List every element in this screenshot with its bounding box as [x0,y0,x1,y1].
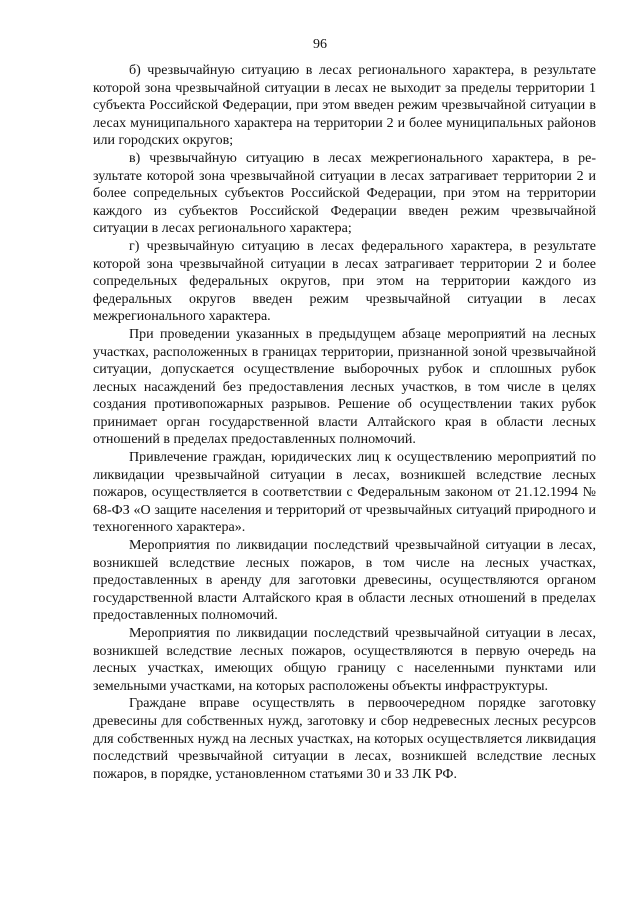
document-body [93,62,596,783]
paragraph-regional-emergency: б) чрезвычайную ситуацию в лесах регионального характера, в результате которой зона чрезвычайной ситуации в лесах не выходит за пределы территории 1 субъекта Российской Федерации, при этом введен режим чрезвычайной ситуации в лесах муниципального характера на территории 2 и более муниципальных районов или городских округов; [93,63,596,149]
paragraph-consequence-liquidation: Мероприятия по ликвидации последствий чрезвычайной ситуации в лесах, возникшей вследствие лесных пожаров, в том числе на лесных участках, предоставленных в аренду для заготовки древесины, осуществляются органом государственной власти Алтайского края в области лесных отношений в пределах предоставленных полномочий. [93,538,596,624]
paragraph-federal-emergency: г) чрезвычайную ситуацию в лесах федерального характера, в результате которой зона чрезвычайной ситуации в лесах затрагивает территории 2 и более сопредельных федеральных округов, при этом на территории каждого из федеральных округов введен режим чрезвычайной ситуации в лесах межрегионального характера. [93,238,596,325]
paragraph-priority-areas: Мероприятия по ликвидации последствий чрезвычайной ситуации в лесах, возникшей вследствие лесных пожаров, осуществляются в первую очередь на лесных участках, имеющих общую границу с населенными пунктами или земельными участками, на которых расположены объекты инфраструктуры. [93,626,596,694]
paragraph-interregional-emergency: в) чрезвычайную ситуацию в лесах межрегионального характера, в результате которой зона чрезвычайной ситуации в лесах затрагивает территории 2 и более сопредельных субъектов Российской Федерации, при этом на территории каждого из субъектов Российской Федерации введен режим чрезвычайной ситуации в лесах регионального характера; [93,150,596,237]
paragraph-citizen-rights: Граждане вправе осуществлять в первоочередном порядке заготовку древесины для собственных нужд, заготовку и сбор недревесных лесных ресурсов для собственных нужд на лесных участках, на которых осуществляется ликвидация последствий чрезвычайной ситуации в лесах, возникшей вследствие лесных пожаров, в порядке, установленном статьями 30 и 33 ЛК РФ. [93,696,596,782]
page-number: 96 [313,37,327,52]
paragraph-citizen-involvement: Привлечение граждан, юридических лиц к осуществлению мероприятий по ликвидации чрезвычайной ситуации в лесах, возникшей вследствие лесных пожаров, осуществляется в соответствии с Федеральным законом от 21.12.1994 № 68-ФЗ «О защите населения и территорий от чрезвычайных ситуаций природного и техногенного характера». [93,450,596,536]
paragraph-logging-permission: При проведении указанных в предыдущем абзаце мероприятий на лесных участках, расположенных в границах территории, признанной зоной чрезвычайной ситуации, допускается осуществление выборочных рубок и сплошных рубок лесных насаждений без предоставления лесных участков, в том числе в целях создания противопожарных разрывов. Решение об осуществлении таких рубок принимает орган государственной власти Алтайского края в области лесных отношений в пределах предоставленных полномочий. [93,326,596,448]
